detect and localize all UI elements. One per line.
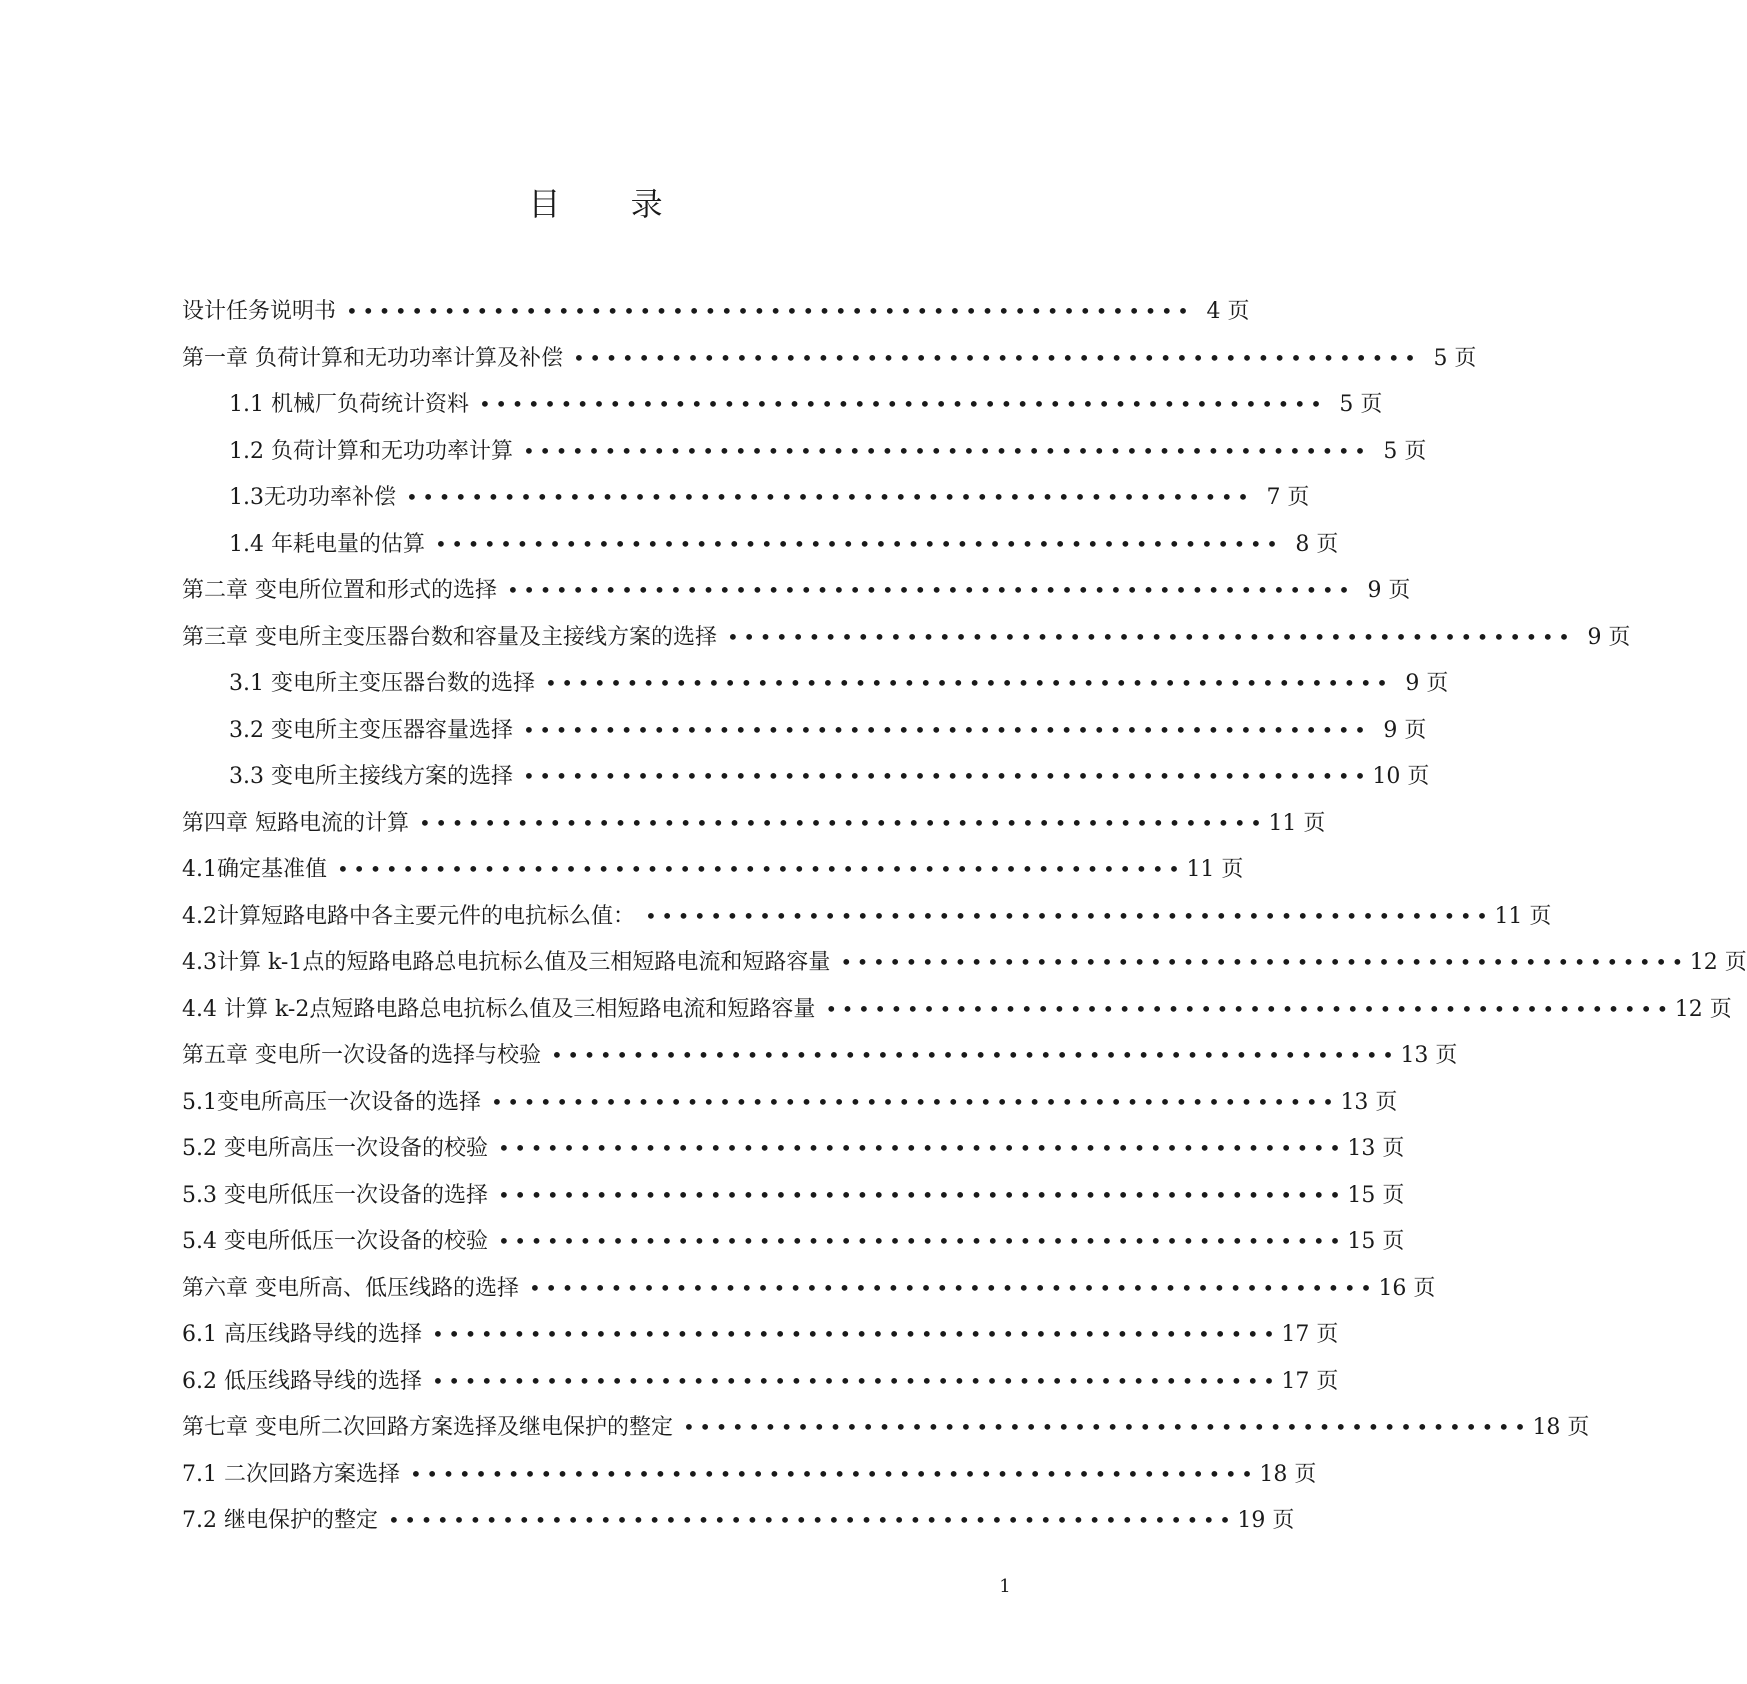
toc-entry bbox=[182, 474, 1310, 521]
page-title: 目 录 bbox=[528, 185, 693, 223]
toc-entry-label: 4.1确定基准值 bbox=[182, 857, 327, 882]
toc-entry-page: 12 页 bbox=[1689, 950, 1747, 975]
toc-entry-label: 第六章 变电所高、低压线路的选择 bbox=[182, 1275, 519, 1301]
toc-entry-page: 16 页 bbox=[1378, 1275, 1436, 1301]
leader-dots: •••••••••••••••••••••••••••••••••••••••••••••••••••• bbox=[478, 392, 1327, 416]
leader-dots: •••••••••••••••••••••••••••••••••••••••••••••••••••• bbox=[497, 1182, 1346, 1207]
toc-entry-label: 7.1 二次回路方案选择 bbox=[182, 1461, 400, 1487]
toc-entry-label: 3.1 变电所主变压器台数的选择 bbox=[229, 671, 535, 696]
toc-entry-label: 1.1 机械厂负荷统计资料 bbox=[229, 392, 469, 417]
toc-entry bbox=[182, 986, 1732, 1033]
toc-entry-label: 4.3计算 k-1点的短路电路总电抗标么值及三相短路电流和短路容量 bbox=[182, 950, 831, 975]
toc-entry-page: 13 页 bbox=[1400, 1043, 1458, 1068]
leader-dots: •••••••••••••••••••••••••••••••••••••••••••••••••••• bbox=[529, 1275, 1377, 1300]
toc-entry-page: 5 页 bbox=[1433, 345, 1477, 371]
leader-dots: •••••••••••••••••••••••••••••••••••••••••••••••••••• bbox=[507, 578, 1355, 602]
toc-entry-label: 第三章 变电所主变压器台数和容量及主接线方案的选择 bbox=[182, 624, 717, 650]
toc-entry bbox=[182, 1032, 1458, 1079]
toc-entry-page: 8 页 bbox=[1295, 531, 1339, 557]
toc-entry-page: 11 页 bbox=[1494, 903, 1552, 929]
toc-entry-label: 5.4 变电所低压一次设备的校验 bbox=[182, 1229, 488, 1254]
toc-entry-page: 11 页 bbox=[1268, 810, 1326, 836]
toc-entry-label: 1.3无功功率补偿 bbox=[229, 485, 396, 510]
toc-entry bbox=[182, 335, 1477, 382]
toc-entry-label: 5.2 变电所高压一次设备的校验 bbox=[182, 1136, 488, 1161]
toc-entry-page: 9 页 bbox=[1587, 624, 1631, 650]
toc-entry-page: 18 页 bbox=[1532, 1415, 1590, 1440]
toc-entry-page: 15 页 bbox=[1347, 1229, 1405, 1254]
toc-entry-label: 第四章 短路电流的计算 bbox=[182, 810, 409, 836]
toc-entry bbox=[182, 381, 1383, 428]
toc-entry-label: 5.3 变电所低压一次设备的选择 bbox=[182, 1182, 488, 1208]
leader-dots: •••••••••••••••••••••••••••••••••••••••••••••••••••• bbox=[431, 1322, 1280, 1346]
toc-entry-label: 设计任务说明书 bbox=[182, 299, 337, 324]
toc-entry bbox=[182, 288, 1250, 335]
toc-entry-page: 9 页 bbox=[1405, 671, 1449, 696]
toc-entry-page: 10 页 bbox=[1372, 764, 1430, 789]
toc-entry bbox=[182, 753, 1430, 800]
toc-entry-page: 5 页 bbox=[1383, 438, 1427, 464]
toc-entry-label: 5.1变电所高压一次设备的选择 bbox=[182, 1089, 481, 1115]
toc-entry bbox=[182, 1358, 1339, 1405]
toc-entry-page: 19 页 bbox=[1237, 1508, 1295, 1533]
leader-dots: •••••••••••••••••••••••••••••••••••••••••••••••••••• bbox=[544, 671, 1393, 695]
leader-dots: •••••••••••••••••••••••••••••••••••••••••••••••••••• bbox=[645, 903, 1493, 928]
toc-entry bbox=[182, 800, 1326, 847]
leader-dots: •••••••••••••••••••••••••••••••••••••••••••••••••••• bbox=[387, 1508, 1236, 1532]
toc-entry-label: 4.2计算短路电路中各主要元件的电抗标么值： bbox=[182, 903, 635, 929]
leader-dots: •••••••••••••••••••••••••••••••••••••••••••••••••••• bbox=[419, 810, 1267, 835]
toc-entry-page: 12 页 bbox=[1674, 996, 1732, 1022]
toc-entry bbox=[182, 707, 1427, 754]
toc-entry-page: 7 页 bbox=[1266, 485, 1310, 510]
leader-dots: •••••••••••••••••••••••••••••••••••••••••••••••••••• bbox=[406, 485, 1254, 509]
leader-dots: •••••••••••••••••••••••••••••••••••••••••••••••••••• bbox=[434, 531, 1283, 556]
toc-entry-label: 4.4 计算 k-2点短路电路总电抗标么值及三相短路电流和短路容量 bbox=[182, 996, 816, 1022]
toc-entry bbox=[182, 1311, 1339, 1358]
leader-dots: •••••••••••••••••••••••••••••••••••••••••••••••••••• bbox=[497, 1229, 1346, 1253]
toc-entry bbox=[182, 567, 1411, 614]
toc-entry-label: 6.2 低压线路导线的选择 bbox=[182, 1368, 422, 1394]
toc-entry-page: 9 页 bbox=[1383, 717, 1427, 743]
toc-entry-label: 第七章 变电所二次回路方案选择及继电保护的整定 bbox=[182, 1415, 673, 1440]
leader-dots: •••••••••••••••••••••••••••••••••••••••••••••••••••• bbox=[497, 1136, 1346, 1160]
leader-dots: •••••••••••••••••••••••••••••••••••••••••••••••••••• bbox=[840, 950, 1688, 974]
page-number: 1 bbox=[999, 1576, 1011, 1597]
leader-dots: •••••••••••••••••••••••••••••••••••••••••••••••••••• bbox=[825, 996, 1673, 1021]
toc-entry-label: 1.4 年耗电量的估算 bbox=[229, 531, 425, 557]
toc-entry bbox=[182, 428, 1427, 475]
toc-entry bbox=[182, 846, 1244, 893]
toc-entry-label: 6.1 高压线路导线的选择 bbox=[182, 1322, 422, 1347]
toc-entry-page: 18 页 bbox=[1259, 1461, 1317, 1487]
toc-entry bbox=[182, 1125, 1405, 1172]
toc-entry bbox=[182, 1497, 1295, 1544]
toc-entry-label: 第二章 变电所位置和形式的选择 bbox=[182, 578, 497, 603]
toc-entry-page: 9 页 bbox=[1367, 578, 1411, 603]
toc-entry bbox=[182, 1451, 1317, 1498]
leader-dots: •••••••••••••••••••••••••••••••••••••••••••••••••••• bbox=[727, 624, 1575, 649]
toc-entry-page: 17 页 bbox=[1281, 1322, 1339, 1347]
toc-entry-label: 1.2 负荷计算和无功功率计算 bbox=[229, 438, 513, 464]
toc-entry-page: 17 页 bbox=[1281, 1368, 1339, 1394]
leader-dots: •••••••••••••••••••••••••••••••••••••••••••••••••••• bbox=[337, 857, 1185, 881]
toc-entry-page: 4 页 bbox=[1206, 299, 1250, 324]
toc-entry-label: 第一章 负荷计算和无功功率计算及补偿 bbox=[182, 345, 563, 371]
toc-entry-page: 13 页 bbox=[1347, 1136, 1405, 1161]
toc-entry bbox=[182, 1404, 1590, 1451]
toc-entry bbox=[182, 521, 1339, 568]
toc-entry-page: 13 页 bbox=[1340, 1089, 1398, 1115]
toc-entry bbox=[182, 1218, 1405, 1265]
toc-entry-label: 3.2 变电所主变压器容量选择 bbox=[229, 717, 513, 743]
leader-dots: •••••••••••••••••••••••••••••••••••••••••••••••••••• bbox=[491, 1089, 1339, 1114]
toc-entry-page: 15 页 bbox=[1347, 1182, 1405, 1208]
leader-dots: •••••••••••••••••••••••••••••••••••••••••••••••••••• bbox=[573, 345, 1421, 370]
toc-entry bbox=[182, 893, 1552, 940]
leader-dots: •••••••••••••••••••••••••••••••••••••••••••••••••••• bbox=[346, 299, 1194, 323]
leader-dots: •••••••••••••••••••••••••••••••••••••••••••••••••••• bbox=[431, 1368, 1280, 1393]
leader-dots: •••••••••••••••••••••••••••••••••••••••••••••••••••• bbox=[522, 717, 1371, 742]
leader-dots: •••••••••••••••••••••••••••••••••••••••••••••••••••• bbox=[409, 1461, 1258, 1486]
toc-entry-label: 7.2 继电保护的整定 bbox=[182, 1508, 378, 1533]
toc-entry bbox=[182, 1265, 1436, 1312]
toc-entry bbox=[182, 1172, 1405, 1219]
toc-entry-label: 第五章 变电所一次设备的选择与校验 bbox=[182, 1043, 541, 1068]
leader-dots: •••••••••••••••••••••••••••••••••••••••••••••••••••• bbox=[522, 764, 1371, 788]
toc-entry-page: 5 页 bbox=[1339, 392, 1383, 417]
leader-dots: •••••••••••••••••••••••••••••••••••••••••••••••••••• bbox=[522, 438, 1371, 463]
toc-entry bbox=[182, 660, 1449, 707]
leader-dots: •••••••••••••••••••••••••••••••••••••••••••••••••••• bbox=[551, 1043, 1399, 1067]
toc-entry-label: 3.3 变电所主接线方案的选择 bbox=[229, 764, 513, 789]
toc-entry bbox=[182, 1079, 1398, 1126]
toc-entry bbox=[182, 939, 1747, 986]
toc-entry bbox=[182, 614, 1631, 661]
table-of-contents bbox=[182, 288, 1747, 1544]
toc-entry-page: 11 页 bbox=[1186, 857, 1244, 882]
leader-dots: •••••••••••••••••••••••••••••••••••••••••••••••••••• bbox=[683, 1415, 1531, 1439]
